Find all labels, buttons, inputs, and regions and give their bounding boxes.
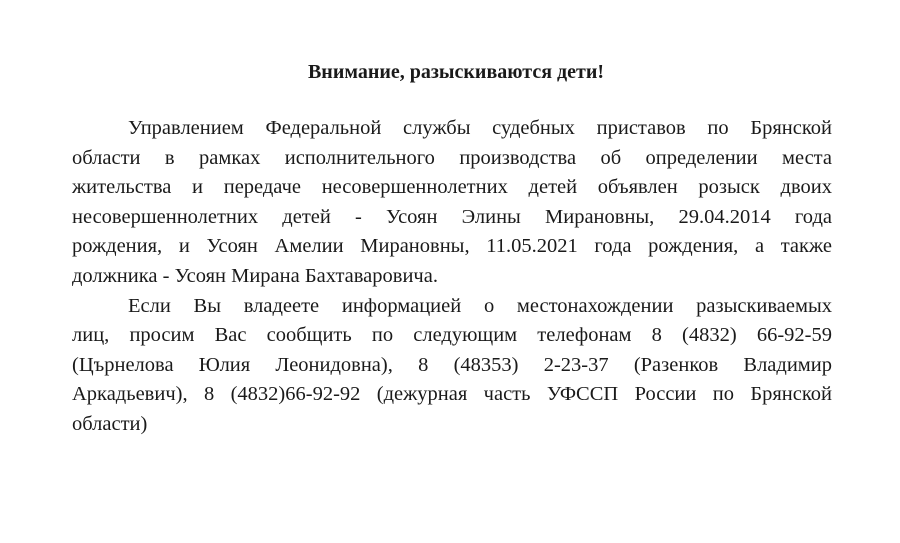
document-title: Внимание, разыскиваются дети! <box>307 61 605 83</box>
text-line: (Църнелова Юлия Леонидовна), 8 (48353) 2-23-37 (Разенков Владимир <box>72 353 832 376</box>
text-line: несовершеннолетних детей - Усоян Элины Мирановны, 29.04.2014 года <box>72 205 832 228</box>
paragraph-contact-info <box>72 292 832 440</box>
paragraph-search-announcement <box>72 114 832 292</box>
text-line: области) <box>72 412 148 435</box>
text-line: лиц, просим Вас сообщить по следующим телефонам 8 (4832) 66-92-59 <box>72 324 832 347</box>
text-line: жительства и передаче несовершеннолетних детей объявлен розыск двоих <box>72 176 832 199</box>
text-line: рождения, и Усоян Амелии Мирановны, 11.05.2021 года рождения, а также <box>72 235 832 258</box>
text-line: Управлением Федеральной службы судебных приставов по Брянской <box>128 117 832 139</box>
text-line: должника - Усоян Мирана Бахтаваровича. <box>72 264 438 287</box>
text-line: Аркадьевич), 8 (4832)66-92-92 (дежурная часть УФССП России по Брянской <box>72 383 832 406</box>
text-line: области в рамках исполнительного производства об определении места <box>72 146 832 169</box>
text-line: Если Вы владеете информацией о местонахождении разыскиваемых <box>128 294 832 317</box>
document-page <box>72 58 832 440</box>
